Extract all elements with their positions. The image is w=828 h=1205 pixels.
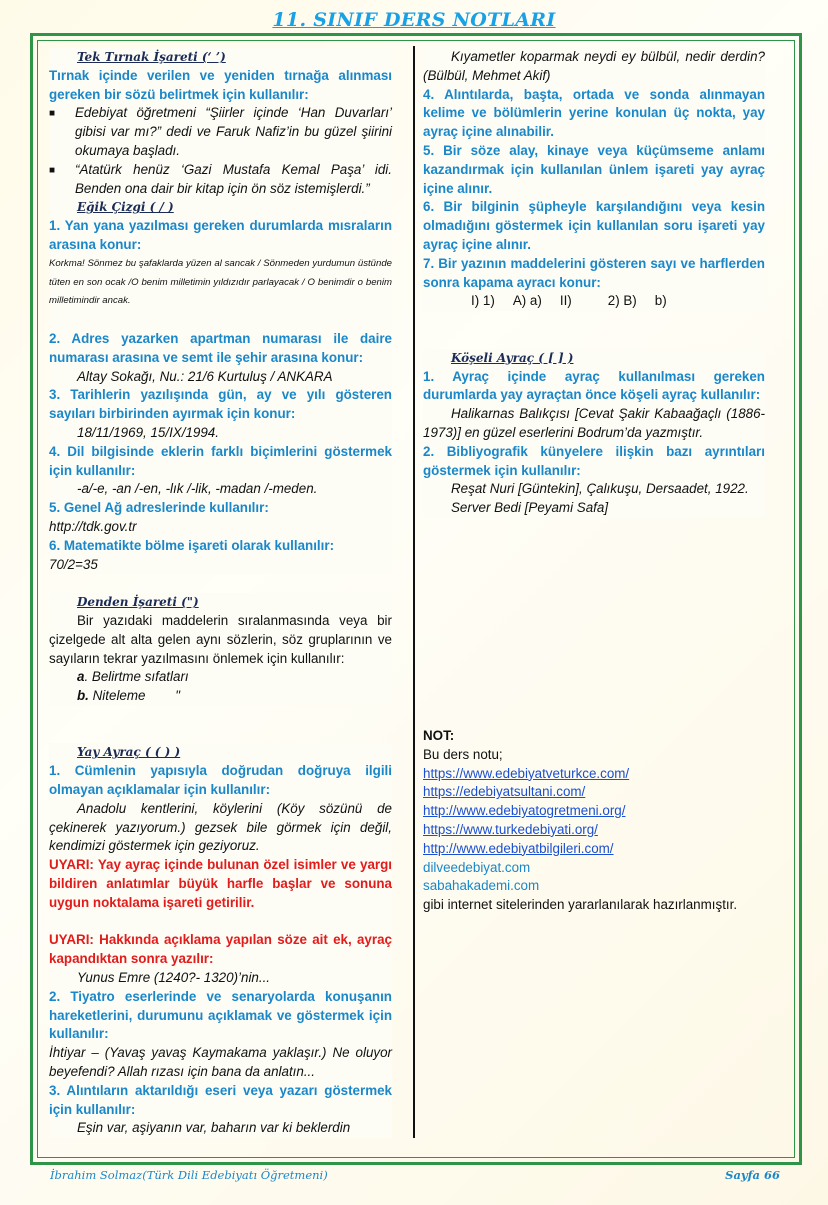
yay-example-2: İhtiyar – (Yavaş yavaş Kaymakama yaklaşır.) Ne oluyor beyefendi? Allah rızası için bana da anlatın... [49, 1045, 392, 1080]
bullet-icon: ■ [49, 108, 56, 120]
tek-tirnak-rule: Tırnak içinde verilen ve yeniden tırnağa alınması gereken bir sözü belirtmek için kullanılır: [49, 67, 392, 102]
yay-example-1: Anadolu kentlerini, köylerini (Köy sözünü de çekinerek yazıyorum.) gezsek bile görmek için değil, kendimizi göstermek için geziyoruz. [49, 800, 392, 854]
source-link[interactable]: http://www.edebiyatogretmeni.org/ [423, 803, 626, 819]
tek-tirnak-example-1: Edebiyat öğretmeni “Şiirler içinde ‘Han Duvarları’ gibisi var mı?” dedi ve Faruk Nafiz’in bu güzel şiirini okumaya başladı. [75, 105, 392, 158]
page-title: 11. SINIF DERS NOTLARI [272, 9, 556, 31]
example-option: II) [559, 293, 572, 309]
source-site: sabahakademi.com [423, 878, 540, 894]
egik-cizgi-section [49, 198, 392, 574]
egik-example-2: Altay Sokağı, Nu.: 21/6 Kurtuluş / ANKARA [77, 368, 333, 384]
yay-rule-7-examples [423, 292, 765, 311]
source-link[interactable]: https://edebiyatsultani.com/ [423, 784, 586, 800]
egik-rule-5: 5. Genel Ağ adreslerinde kullanılır: [49, 500, 269, 516]
denden-item-a-label: a [77, 669, 85, 685]
egik-example-5: http://tdk.gov.tr [49, 518, 137, 534]
koseli-example-1: Halikarnas Balıkçısı [Cevat Şakir Kabaağaçlı (1886-1973)] en güzel eserlerini Bodrum’da yazmıştır. [423, 406, 765, 440]
yay-rule-4: 4. Alıntılarda, başta, ortada ve sonda alınmayan kelime ve bölümlerin yerine konulan üç nokta, yay ayraç içine alınabilir. [423, 86, 765, 140]
yay-rule-5: 5. Bir söze alay, kinaye veya küçümseme anlamı kazandırmak için kullanılan ünlem işareti yay ayraç içine alınır. [423, 142, 765, 196]
left-column [49, 48, 392, 1138]
egik-rule-4: 4. Dil bilgisinde eklerin farklı biçimlerini göstermek için kullanılır: [49, 443, 392, 478]
egik-rule-2: 2. Adres yazarken apartman numarası ile daire numarası arasına ve semt ile şehir arasına konur: [49, 330, 392, 365]
egik-cizgi-heading: Eğik Çizgi ( / ) [77, 200, 174, 215]
egik-rule-6: 6. Matematikte bölme işareti olarak kullanılır: [49, 537, 335, 553]
note-title: NOT: [423, 727, 455, 743]
denden-heading: Denden İşareti (") [77, 595, 199, 610]
koseli-ayrac-heading: Köşeli Ayraç ( [ ] ) [451, 350, 574, 365]
yay-example-3-continued: Kıyametler koparmak neydi ey bülbül, nedir derdin? (Bülbül, Mehmet Akif) [423, 49, 765, 83]
note-intro: Bu ders notu; [423, 746, 503, 762]
egik-rule-3: 3. Tarihlerin yazılışında gün, ay ve yılı gösteren sayıları birbirinden ayırmak için konur: [49, 387, 392, 422]
source-link[interactable]: https://www.edebiyatveturkce.com/ [423, 765, 630, 781]
denden-item-b-text: Niteleme " [88, 688, 180, 704]
example-option: I) 1) [471, 293, 495, 309]
yay-rule-6: 6. Bir bilginin şüpheyle karşılandığını veya kesin olmadığını göstermek için kullanılan soru işareti yay ayraç içine alınır. [423, 199, 765, 252]
tek-tirnak-heading: Tek Tırnak İşareti (‘ ’) [77, 50, 226, 64]
egik-example-3: 18/11/1969, 15/IX/1994. [77, 424, 219, 440]
egik-example-1: Korkma! Sönmez bu şafaklarda yüzen al sancak / Sönmeden yurdumun üstünde tüten en son ocak /O benim milletimin yıldızıdır parlayacak / O benimdir o benim milletimindir ancak. [49, 257, 392, 307]
note-outro: gibi internet sitelerinden yararlanılarak hazırlanmıştır. [423, 897, 738, 913]
koseli-example-2b: Server Bedi [Peyami Safa] [451, 500, 609, 516]
footer-page-number: Sayfa 66 [725, 1168, 780, 1182]
yay-rule-2: 2. Tiyatro eserlerinde ve senaryolarda konuşanın hareketlerini, durumunu açıklamak ve göstermek için kullanılır: [49, 988, 392, 1042]
denden-item-a [49, 668, 392, 687]
bullet-icon: ■ [49, 164, 56, 176]
denden-text: Bir yazıdaki maddelerin sıralanmasında veya bir çizelgede alt alta gelen aynı sözlerin, söz gruplarının ve sayıların tekrar yazılmasını önlemek için kullanılır: [49, 612, 392, 666]
yay-ayrac-section [49, 743, 392, 1138]
egik-example-6: 70/2=35 [49, 556, 98, 572]
right-column [423, 48, 765, 915]
egik-example-4: -a/-e, -an /-en, -lık /-lik, -madan /-meden. [77, 481, 318, 497]
denden-section [49, 593, 392, 706]
koseli-example-2a: Reşat Nuri [Güntekin], Çalıkuşu, Dersaadet, 1922. [451, 481, 749, 497]
list-item [49, 161, 392, 199]
yay-rule-3: 3. Alıntıların aktarıldığı eseri veya yazarı göstermek için kullanılır: [49, 1082, 392, 1117]
yay-rule-7: 7. Bir yazının maddelerini gösteren sayı ve harflerden sonra kapama ayracı konur: [423, 255, 765, 290]
column-divider [413, 46, 415, 1138]
yay-ayrac-heading: Yay Ayraç ( ( ) ) [77, 745, 181, 760]
example-option: 2) B) [607, 293, 637, 309]
koseli-rule-2: 2. Bibliyografik künyelere ilişkin bazı ayrıntıları göstermek için kullanılır: [423, 443, 765, 478]
example-option: b) [654, 293, 667, 309]
yay-example-3: Eşin var, aşiyanın var, baharın var ki beklerdin [77, 1120, 351, 1136]
tek-tirnak-section [49, 48, 392, 198]
note-section [423, 727, 765, 915]
yay-ayrac-continued [423, 48, 765, 311]
denden-item-b-label: b. [77, 688, 89, 704]
example-option: A) a) [512, 293, 542, 309]
yay-warning-1: UYARI: Yay ayraç içinde bulunan özel isimler ve yargı bildiren anlatımlar büyük harfle başlar ve sonuna uygun noktalama işareti getirilir. [49, 857, 392, 910]
koseli-ayrac-section [423, 349, 765, 518]
egik-rule-1: 1. Yan yana yazılması gereken durumlarda mısraların arasına konur: [49, 218, 392, 252]
yay-warning-2-example: Yunus Emre (1240?- 1320)’nin... [77, 970, 271, 986]
koseli-rule-1: 1. Ayraç içinde ayraç kullanılması gereken durumlarda yay ayraçtan önce köşeli ayraç kullanılır: [423, 368, 765, 403]
denden-item-b [49, 687, 392, 706]
yay-rule-1: 1. Cümlenin yapısıyla doğrudan doğruya ilgili olmayan açıklamalar için kullanılır: [49, 763, 392, 798]
denden-item-a-text: . Belirtme sıfatları [84, 669, 189, 685]
list-item [49, 104, 392, 160]
tek-tirnak-example-2: “Atatürk henüz ‘Gazi Mustafa Kemal Paşa’ idi. Benden ona dair bir kitap için ön söz istemişlerdi.” [75, 161, 392, 196]
source-link[interactable]: http://www.edebiyatbilgileri.com/ [423, 840, 614, 856]
footer-author: İbrahim Solmaz(Türk Dili Edebiyatı Öğretmeni) [50, 1168, 328, 1182]
yay-warning-2: UYARI: Hakkında açıklama yapılan söze ait ek, ayraç kapandıktan sonra yazılır: [49, 932, 392, 967]
source-link[interactable]: https://www.turkedebiyati.org/ [423, 821, 598, 837]
source-site: dilveedebiyat.com [423, 859, 531, 875]
